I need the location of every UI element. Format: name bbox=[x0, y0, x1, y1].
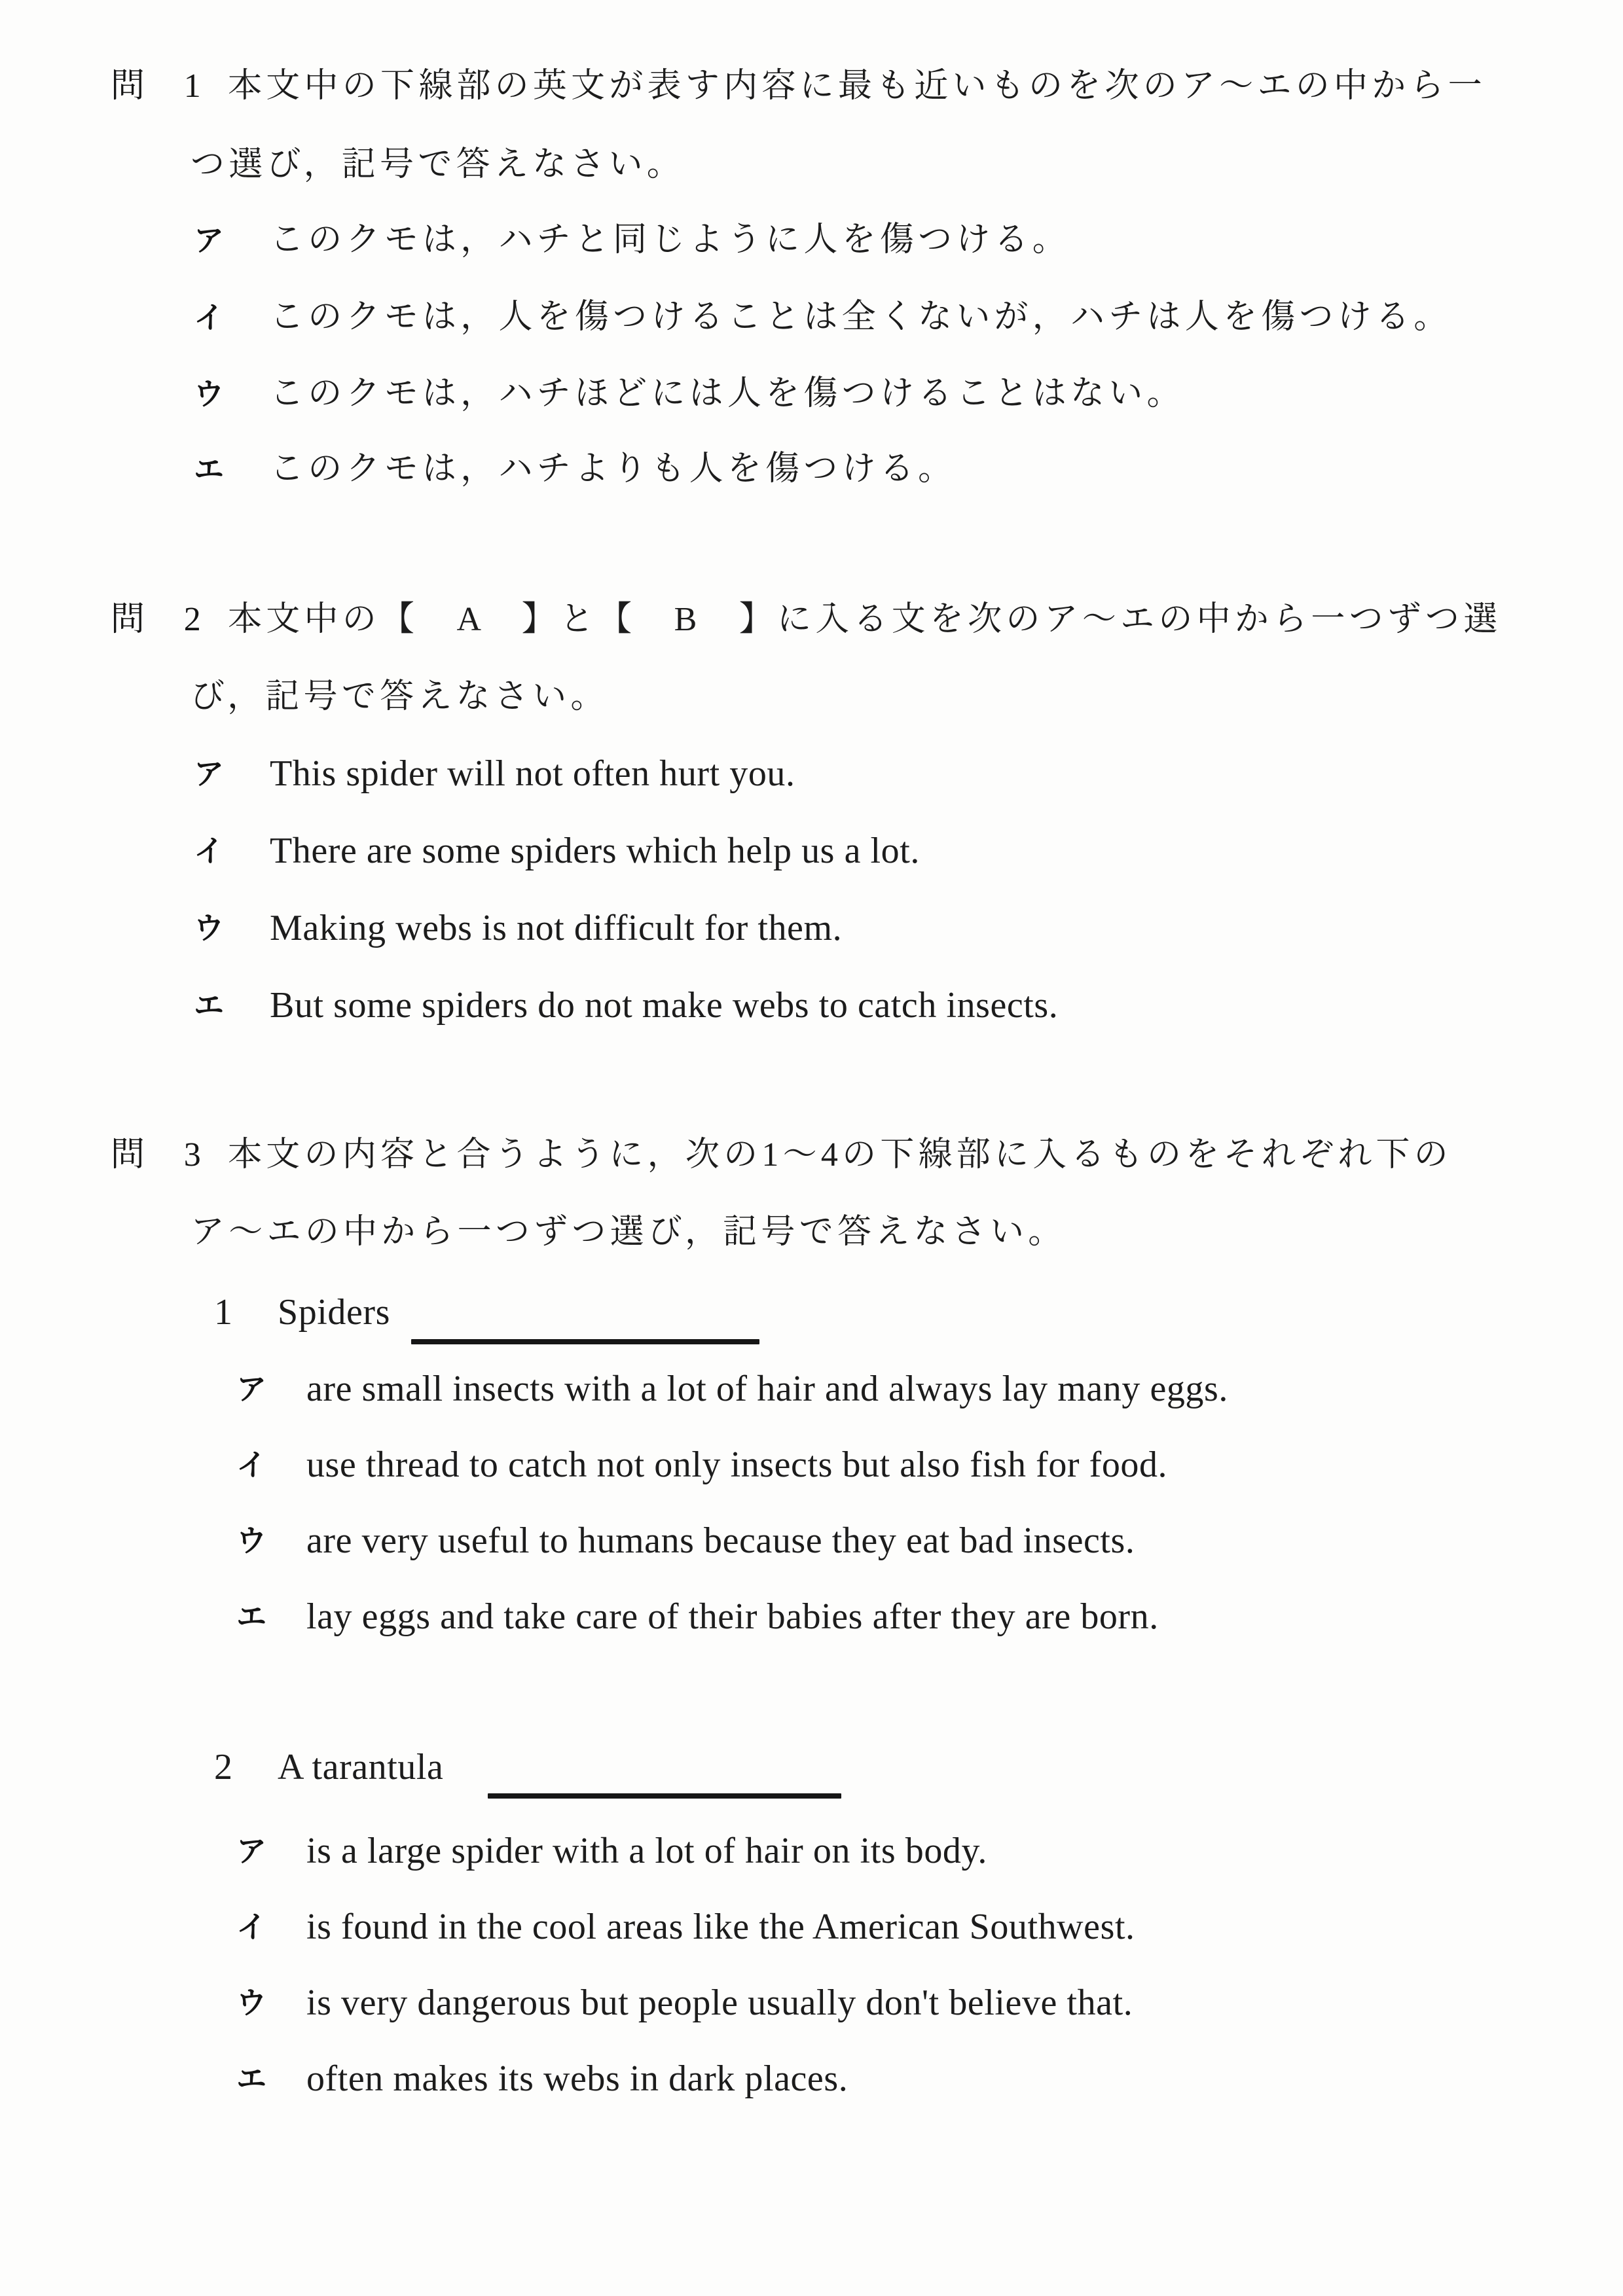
question-1-option-i bbox=[0, 290, 1623, 345]
option-text: このクモは，ハチほどには人を傷つけることはない。 bbox=[270, 375, 1185, 412]
option-text: このクモは，ハチと同じように人を傷つける。 bbox=[270, 221, 1071, 259]
question-1-prompt-line-1: 本文中の下線部の英文が表す内容に最も近いものを次のア～エの中から一 bbox=[228, 67, 1486, 105]
answer-blank-line bbox=[411, 1339, 759, 1344]
option-marker: ウ bbox=[236, 1524, 266, 1558]
option-text: are very useful to humans because they eat bad insects. bbox=[306, 1520, 1135, 1561]
question-1-option-e bbox=[0, 442, 1623, 497]
option-text: But some spiders do not make webs to catch insects. bbox=[270, 985, 1059, 1026]
question-2-header bbox=[0, 592, 1623, 647]
subquestion-stem: A tarantula bbox=[278, 1747, 444, 1787]
option-text: is found in the cool areas like the American Southwest. bbox=[306, 1907, 1135, 1947]
option-marker: イ bbox=[194, 300, 224, 334]
question-1-option-u bbox=[0, 367, 1623, 422]
option-marker: ア bbox=[194, 757, 224, 791]
option-text: このクモは，人を傷つけることは全くないが，ハチは人を傷つける。 bbox=[270, 298, 1452, 336]
subquestion-1-option-u bbox=[0, 1513, 1623, 1568]
question-1-prompt-cont bbox=[0, 137, 1623, 192]
option-text: This spider will not often hurt you. bbox=[270, 753, 795, 794]
option-marker: ウ bbox=[236, 1986, 266, 2020]
question-2-option-a bbox=[0, 746, 1623, 801]
question-1-header bbox=[0, 59, 1623, 114]
option-text: are small insects with a lot of hair and always lay many eggs. bbox=[306, 1369, 1228, 1409]
option-marker: ア bbox=[194, 223, 224, 257]
question-3-label: 問 3 bbox=[111, 1136, 217, 1174]
subquestion-1-stem-row bbox=[0, 1285, 1623, 1340]
option-text: There are some spiders which help us a lot. bbox=[270, 831, 920, 871]
question-3-prompt-line-1: 本文の内容と合うように，次の1～4の下線部に入るものをそれぞれ下の bbox=[228, 1136, 1452, 1174]
subquestion-2-option-i bbox=[0, 1899, 1623, 1954]
option-marker: ウ bbox=[194, 377, 224, 411]
subquestion-number: 1 bbox=[214, 1292, 233, 1333]
question-3-prompt-line-2: ア～エの中から一つずつ選び，記号で答えなさい。 bbox=[191, 1213, 1067, 1251]
question-1-prompt-line-2: つ選び，記号で答えなさい。 bbox=[191, 146, 685, 183]
question-3-prompt-cont bbox=[0, 1205, 1623, 1260]
option-text: このクモは，ハチよりも人を傷つける。 bbox=[270, 450, 957, 488]
question-2-prompt-cont bbox=[0, 670, 1623, 725]
option-text: is a large spider with a lot of hair on its body. bbox=[306, 1831, 987, 1871]
question-2-option-u bbox=[0, 901, 1623, 956]
question-2-prompt-line-2: び，記号で答えなさい。 bbox=[191, 678, 609, 715]
question-1-option-a bbox=[0, 213, 1623, 268]
question-2-option-i bbox=[0, 823, 1623, 878]
subquestion-1-option-a bbox=[0, 1361, 1623, 1416]
subquestion-2-stem-row bbox=[0, 1740, 1623, 1795]
subquestion-2-option-e bbox=[0, 2051, 1623, 2106]
subquestion-number: 2 bbox=[214, 1747, 233, 1787]
option-text: often makes its webs in dark places. bbox=[306, 2058, 848, 2099]
question-3-header bbox=[0, 1128, 1623, 1183]
subquestion-1-option-e bbox=[0, 1589, 1623, 1644]
option-marker: エ bbox=[236, 2062, 266, 2096]
option-text: is very dangerous but people usually don't believe that. bbox=[306, 1982, 1133, 2023]
option-marker: イ bbox=[236, 1910, 266, 1944]
option-marker: イ bbox=[236, 1448, 266, 1482]
option-marker: ア bbox=[236, 1834, 266, 1868]
option-marker: ウ bbox=[194, 911, 224, 945]
option-marker: ア bbox=[236, 1372, 266, 1406]
option-text: lay eggs and take care of their babies after they are born. bbox=[306, 1596, 1159, 1637]
subquestion-2-option-a bbox=[0, 1823, 1623, 1878]
option-marker: イ bbox=[194, 834, 224, 868]
option-marker: エ bbox=[236, 1600, 266, 1634]
question-1-label: 問 1 bbox=[111, 67, 217, 105]
subquestion-1-option-i bbox=[0, 1437, 1623, 1492]
option-text: use thread to catch not only insects but also fish for food. bbox=[306, 1444, 1168, 1485]
subquestion-2-option-u bbox=[0, 1975, 1623, 2030]
question-2-option-e bbox=[0, 978, 1623, 1033]
question-2-label: 問 2 bbox=[111, 601, 217, 638]
option-marker: エ bbox=[194, 452, 224, 486]
subquestion-stem: Spiders bbox=[278, 1292, 390, 1333]
question-2-prompt-line-1: 本文中の【 A 】と【 B 】に入る文を次のア～エの中から一つずつ選 bbox=[228, 601, 1502, 638]
option-marker: エ bbox=[194, 988, 224, 1022]
answer-blank-line bbox=[488, 1793, 841, 1799]
option-text: Making webs is not difficult for them. bbox=[270, 908, 843, 948]
